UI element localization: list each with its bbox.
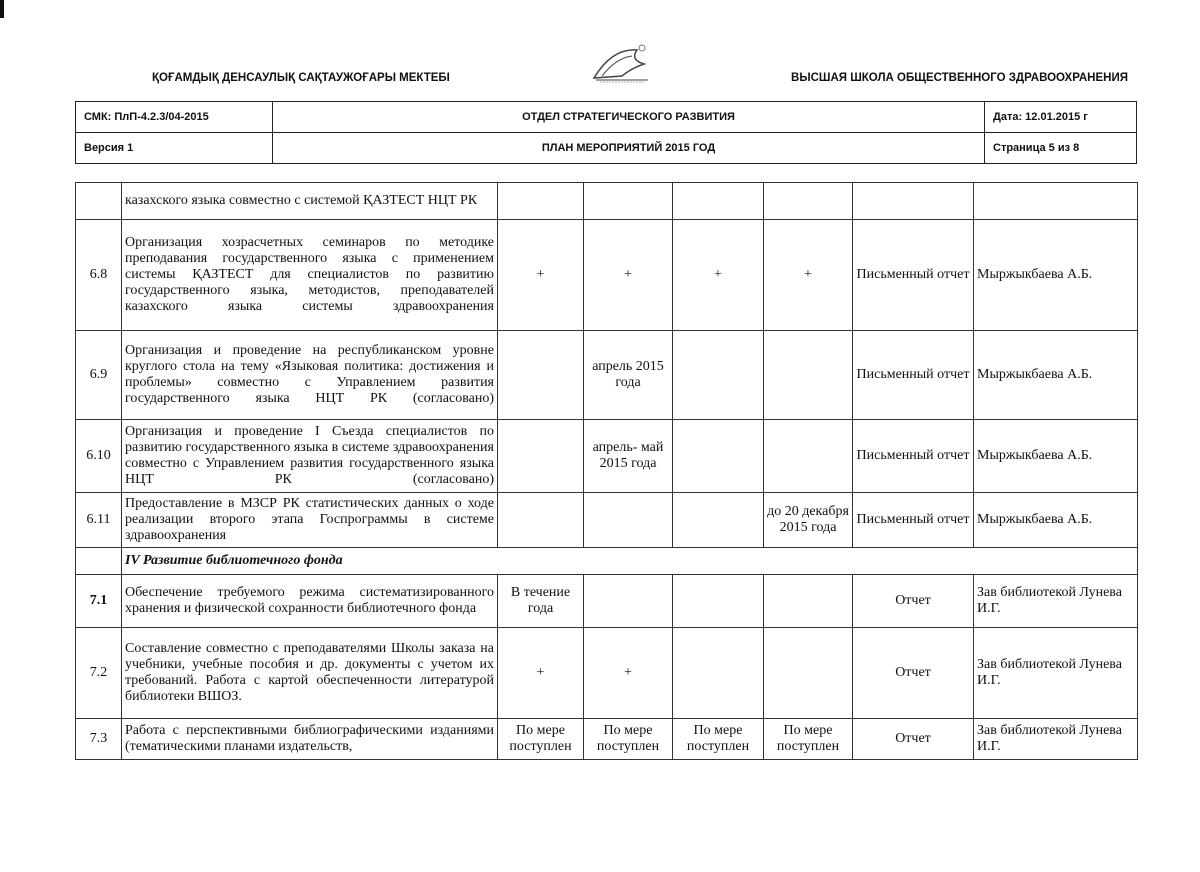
row-period-1: + (498, 628, 584, 719)
row-period-1: + (498, 220, 584, 331)
row-responsible: Зав библиотекой Лунева И.Г. (974, 628, 1138, 719)
section-row (76, 548, 1138, 575)
row-period-2: + (584, 220, 673, 331)
row-number: 6.8 (76, 220, 122, 331)
table-row (76, 331, 1138, 420)
row-report-form: Письменный отчет (853, 220, 974, 331)
row-period-4 (764, 575, 853, 628)
smk-code: СМК: ПлП-4.2.3/04-2015 (76, 102, 273, 133)
row-number: 6.9 (76, 331, 122, 420)
table-row (76, 493, 1138, 548)
row-description: Работа с перспективными библиографическими изданиями (тематическими планами издательств, (122, 719, 498, 760)
row-period-1 (498, 493, 584, 548)
row-period-2 (584, 183, 673, 220)
document-version: Версия 1 (76, 133, 273, 164)
row-period-4 (764, 183, 853, 220)
row-report-form: Письменный отчет (853, 493, 974, 548)
scan-edge-mark (0, 0, 4, 18)
row-responsible: Зав библиотекой Лунева И.Г. (974, 719, 1138, 760)
row-period-3 (673, 575, 764, 628)
row-period-1: В течение года (498, 575, 584, 628)
row-responsible: Мыржыкбаева А.Б. (974, 331, 1138, 420)
row-period-2: апрель 2015 года (584, 331, 673, 420)
row-period-4: до 20 декабря 2015 года (764, 493, 853, 548)
table-row (76, 420, 1138, 493)
table-row (76, 575, 1138, 628)
row-responsible (974, 183, 1138, 220)
row-report-form: Письменный отчет (853, 420, 974, 493)
row-number: 6.10 (76, 420, 122, 493)
row-number (76, 183, 122, 220)
row-period-3 (673, 420, 764, 493)
row-period-3 (673, 493, 764, 548)
table-row (76, 183, 1138, 220)
row-report-form: Отчет (853, 575, 974, 628)
row-period-2: + (584, 628, 673, 719)
row-period-4: По мере поступлен (764, 719, 853, 760)
header-right-org: ВЫСШАЯ ШКОЛА ОБЩЕСТВЕННОГО ЗДРАВООХРАНЕНИЯ (791, 72, 1128, 84)
row-period-4 (764, 331, 853, 420)
row-period-3 (673, 331, 764, 420)
row-period-2 (584, 575, 673, 628)
row-number: 6.11 (76, 493, 122, 548)
school-emblem-icon (582, 38, 662, 88)
row-number: 7.1 (76, 575, 122, 628)
row-description: Предоставление в МЗСР РК статистических данных о ходе реализации второго этапа Госпрограммы в системе здравоохранения (122, 493, 498, 548)
row-period-3: + (673, 220, 764, 331)
row-period-1 (498, 331, 584, 420)
table-row (76, 628, 1138, 719)
row-description: Обеспечение требуемого режима систематизированного хранения и физической сохранности библиотечного фонда (122, 575, 498, 628)
plan-table (75, 182, 1138, 760)
row-period-2: апрель- май 2015 года (584, 420, 673, 493)
row-description: казахского языка совместно с системой ҚАЗТЕСТ НЦТ РК (122, 183, 498, 220)
row-period-1 (498, 420, 584, 493)
row-period-2 (584, 493, 673, 548)
row-period-1 (498, 183, 584, 220)
row-report-form: Письменный отчет (853, 331, 974, 420)
row-period-4: + (764, 220, 853, 331)
row-description: Организация хозрасчетных семинаров по методике преподавания государственного языка с применением системы ҚАЗТЕСТ для специалистов по развитию государственного языка, методистов, преподавателей казахского языка системы здравоохранения (122, 220, 498, 331)
row-report-form: Отчет (853, 719, 974, 760)
row-responsible: Зав библиотекой Лунева И.Г. (974, 575, 1138, 628)
plan-title: ПЛАН МЕРОПРИЯТИЙ 2015 ГОД (273, 133, 985, 164)
row-period-1: По мере поступлен (498, 719, 584, 760)
row-number: 7.2 (76, 628, 122, 719)
row-report-form (853, 183, 974, 220)
row-period-3 (673, 183, 764, 220)
row-responsible: Мыржыкбаева А.Б. (974, 420, 1138, 493)
header-left-org: ҚОҒАМДЫҚ ДЕНСАУЛЫҚ САҚТАУЖОҒАРЫ МЕКТЕБІ (152, 72, 450, 84)
table-row (76, 719, 1138, 760)
row-period-4 (764, 628, 853, 719)
row-period-3 (673, 628, 764, 719)
row-description: Организация и проведение на республиканском уровне круглого стола на тему «Языковая политика: достижения и проблемы» совместно с Управлением развития государственного языка НЦТ РК (согласовано) (122, 331, 498, 420)
section-title: IV Развитие библиотечного фонда (122, 548, 1138, 575)
row-description: Организация и проведение I Съезда специалистов по развитию государственного языка в системе здравоохранения совместно с Управлением развития государственного языка НЦТ РК (согласовано) (122, 420, 498, 493)
row-responsible: Мыржыкбаева А.Б. (974, 493, 1138, 548)
row-description: Составление совместно с преподавателями Школы заказа на учебники, учебные пособия и др. документы с учетом их требований. Работа с картой обеспеченности литературой библиотеки ВШОЗ. (122, 628, 498, 719)
row-period-2: По мере поступлен (584, 719, 673, 760)
section-number (76, 548, 122, 575)
row-period-4 (764, 420, 853, 493)
row-responsible: Мыржыкбаева А.Б. (974, 220, 1138, 331)
table-row (76, 220, 1138, 331)
page-number: Страница 5 из 8 (985, 133, 1137, 164)
document-date: Дата: 12.01.2015 г (985, 102, 1137, 133)
document-meta-table (75, 101, 1137, 164)
row-period-3: По мере поступлен (673, 719, 764, 760)
row-report-form: Отчет (853, 628, 974, 719)
department-name: ОТДЕЛ СТРАТЕГИЧЕСКОГО РАЗВИТИЯ (273, 102, 985, 133)
row-number: 7.3 (76, 719, 122, 760)
